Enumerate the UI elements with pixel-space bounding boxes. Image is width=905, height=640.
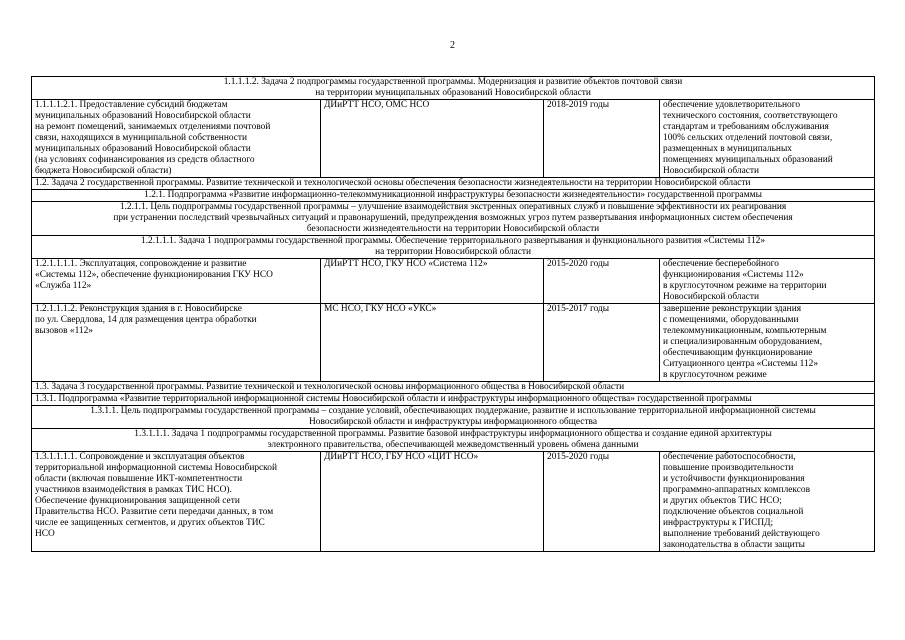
section-header-text: 1.2.1.1. Цель подпрограммы государственной программы – улучшение взаимодействия экстренных оперативных служб и повышение эффективности их реагирования при устранении последствий чрезвычайных ситуаций и правонарушений, предупреждения возможных угроз путем развертывания информационных систем обеспечения безопасности жизнедеятельности на территории Новосибирской области — [32, 202, 875, 236]
section-header-text: 1.3.1.1. Цель подпрограммы государственной программы – создание условий, обеспечивающих поддержание, развитие и использование территориальной информационной системы Новосибирской области и инфраструктуры информационного общества — [32, 406, 875, 429]
activity-row — [32, 452, 875, 552]
activity-name-cell: 1.2.1.1.1.2. Реконструкция здания в г. Новосибирске по ул. Свердлова, 14 для размещения центра обработки вызовов «112» — [32, 304, 321, 382]
activity-row — [32, 259, 875, 304]
term-cell: 2015-2020 годы — [544, 452, 660, 552]
section-header-row — [32, 190, 875, 202]
term-cell: 2015-2020 годы — [544, 259, 660, 304]
section-header-text: 1.3. Задача 3 государственной программы. Развитие технической и технологической основы информационного общества в Новосибирской области — [32, 382, 875, 394]
section-header-row — [32, 429, 875, 452]
section-header-text: 1.3.1. Подпрограмма «Развитие территориальной информационной системы Новосибирской области и инфраструктуры информационного общества» государственной программы — [32, 394, 875, 406]
result-cell: обеспечение работоспособности, повышение производительности и устойчивости функционирования программно-аппаратных комплексов и других объектов ТИС НСО; подключение объектов социальной инфраструктуры к ГИСПД; выполнение требований действующего законодательства в области защиты — [660, 452, 875, 552]
activity-row — [32, 100, 875, 178]
section-header-text: 1.1.1.1.2. Задача 2 подпрограммы государственной программы. Модернизация и развитие объектов почтовой связи на территории муниципальных образований Новосибирской области — [32, 77, 875, 100]
section-header-text: 1.2. Задача 2 государственной программы. Развитие технической и технологической основы обеспечения безопасности жизнедеятельности на территории Новосибирской области — [32, 178, 875, 190]
result-cell: обеспечение бесперебойного функционирования «Системы 112» в круглосуточном режиме на территории Новосибирской области — [660, 259, 875, 304]
result-cell: завершение реконструкции здания с помещениями, оборудованными телекоммуникационным, компьютерным и специализированным оборудованием, обеспечивающим функционирование Ситуационного центра «Системы 112» в круглосуточном режиме — [660, 304, 875, 382]
section-header-row — [32, 77, 875, 100]
section-header-row — [32, 394, 875, 406]
activity-name-cell: 1.1.1.1.2.1. Предоставление субсидий бюджетам муниципальных образований Новосибирской области на ремонт помещений, занимаемых отделениями почтовой связи, находящихся в муниципальной собственности муниципальных образований Новосибирской области (на условиях софинансирования из средств областного бюджета Новосибирской области) — [32, 100, 321, 178]
executor-cell: ДИиРТТ НСО, ГБУ НСО «ЦИТ НСО» — [321, 452, 544, 552]
result-cell: обеспечение удовлетворительного технического состояния, соответствующего стандартам и требованиям обслуживания 100% сельских отделений почтовой связи, размещенных в муниципальных помещениях муниципальных образований Новосибирской области — [660, 100, 875, 178]
section-header-row — [32, 406, 875, 429]
executor-cell: ДИиРТТ НСО, ГКУ НСО «Система 112» — [321, 259, 544, 304]
term-cell: 2018-2019 годы — [544, 100, 660, 178]
section-header-text: 1.2.1. Подпрограмма «Развитие информационно-телекоммуникационной инфраструктуры безопасности жизнедеятельности» государственной программы — [32, 190, 875, 202]
plan-table — [31, 76, 875, 552]
activity-name-cell: 1.2.1.1.1.1. Эксплуатация, сопровождение и развитие «Системы 112», обеспечение функционирования ГКУ НСО «Служба 112» — [32, 259, 321, 304]
section-header-row — [32, 382, 875, 394]
executor-cell: ДИиРТТ НСО, ОМС НСО — [321, 100, 544, 178]
section-header-row — [32, 236, 875, 259]
section-header-text: 1.3.1.1.1. Задача 1 подпрограммы государственной программы. Развитие базовой инфраструктуры информационного общества и создание единой архитектуры электронного правительства, обеспечивающей межведомственный уровень обмена данными — [32, 429, 875, 452]
page-number: 2 — [450, 40, 455, 51]
term-cell: 2015-2017 годы — [544, 304, 660, 382]
executor-cell: МС НСО, ГКУ НСО «УКС» — [321, 304, 544, 382]
section-header-text: 1.2.1.1.1. Задача 1 подпрограммы государственной программы. Обеспечение территориального развертывания и функционального развития «Системы 112» на территории Новосибирской области — [32, 236, 875, 259]
activity-row — [32, 304, 875, 382]
section-header-row — [32, 202, 875, 236]
section-header-row — [32, 178, 875, 190]
activity-name-cell: 1.3.1.1.1.1. Сопровождение и эксплуатация объектов территориальной информационной системы Новосибирской области (включая повышение ИКТ-компетентности участников взаимодействия в рамках ТИС НСО). Обеспечение функционирования защищенной сети Правительства НСО. Развитие сети передачи данных, в том числе ее защищенных сегментов, и других объектов ТИС НСО — [32, 452, 321, 552]
